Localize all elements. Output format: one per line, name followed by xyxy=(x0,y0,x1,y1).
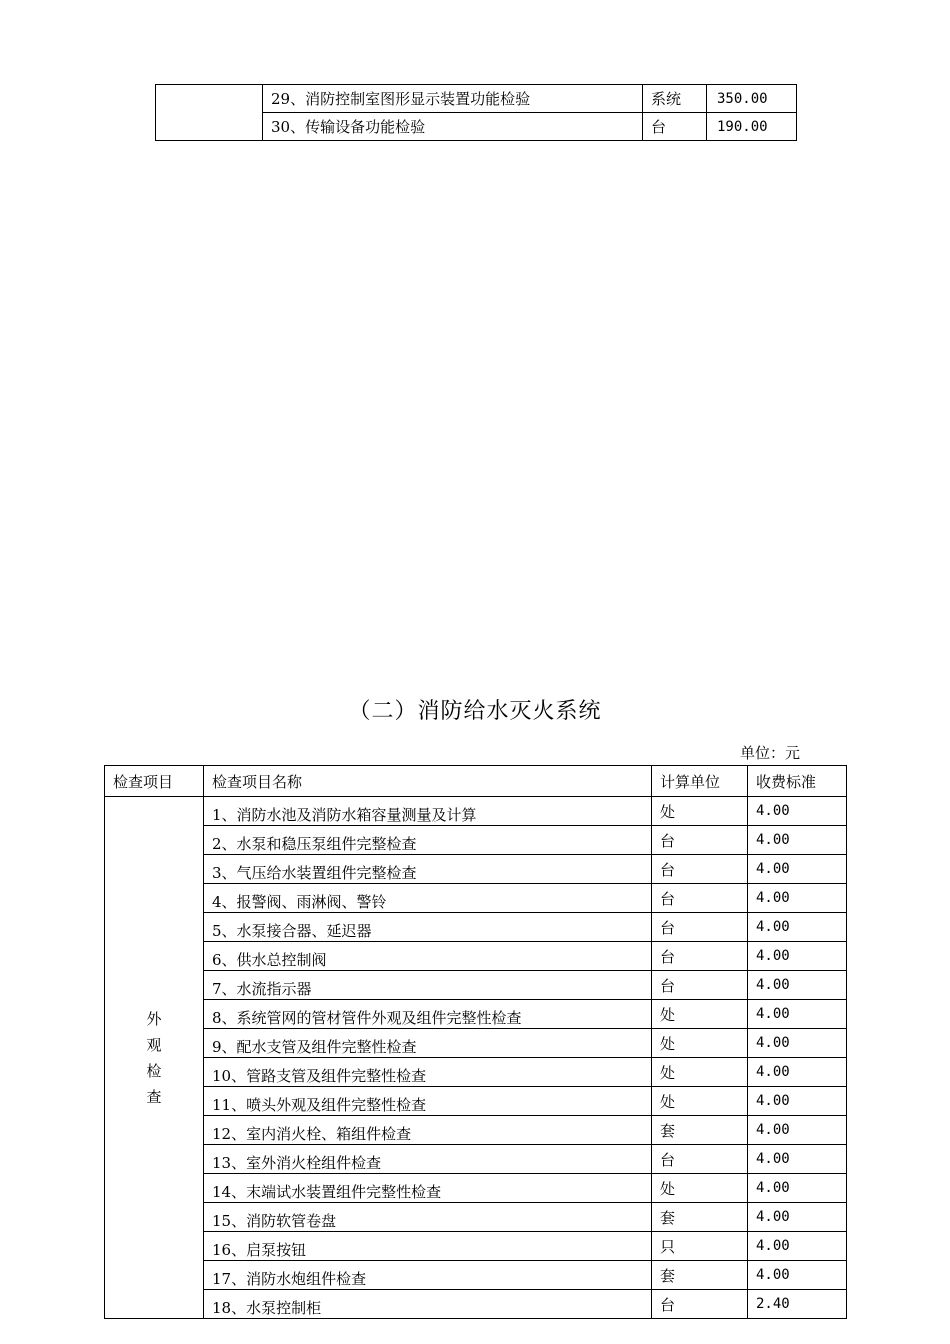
item-unit: 套 xyxy=(652,1203,748,1232)
item-price: 4.00 xyxy=(748,942,847,971)
item-price: 4.00 xyxy=(748,826,847,855)
category-label xyxy=(105,1006,203,1110)
item-name: 1、消防水池及消防水箱容量测量及计算 xyxy=(204,797,652,826)
continued-fee-table xyxy=(155,84,797,141)
table-row xyxy=(105,1290,847,1319)
item-price: 2.40 xyxy=(748,1290,847,1319)
table-row xyxy=(105,1145,847,1174)
table-header-row xyxy=(105,766,847,797)
item-name: 16、启泵按钮 xyxy=(204,1232,652,1261)
unit-note: 单位：元 xyxy=(739,744,800,762)
item-price: 4.00 xyxy=(748,1145,847,1174)
item-price: 4.00 xyxy=(748,1000,847,1029)
item-price: 4.00 xyxy=(748,913,847,942)
category-char: 外 xyxy=(146,1009,162,1028)
header-unit: 计算单位 xyxy=(652,766,748,797)
item-name: 2、水泵和稳压泵组件完整检查 xyxy=(204,826,652,855)
item-unit: 台 xyxy=(652,884,748,913)
item-unit: 台 xyxy=(652,1290,748,1319)
item-unit: 台 xyxy=(652,913,748,942)
item-name: 4、报警阀、雨淋阀、警铃 xyxy=(204,884,652,913)
item-price: 4.00 xyxy=(748,1029,847,1058)
item-price: 4.00 xyxy=(748,971,847,1000)
item-price: 4.00 xyxy=(748,1232,847,1261)
item-unit: 台 xyxy=(652,855,748,884)
item-price: 4.00 xyxy=(748,855,847,884)
item-name: 3、气压给水装置组件完整检查 xyxy=(204,855,652,884)
table-row xyxy=(105,826,847,855)
header-category: 检查项目 xyxy=(105,766,204,797)
item-name: 8、系统管网的管材管件外观及组件完整性检查 xyxy=(204,1000,652,1029)
item-name: 13、室外消火栓组件检查 xyxy=(204,1145,652,1174)
section-title: （二）消防给水灭火系统 xyxy=(348,699,602,724)
item-unit: 只 xyxy=(652,1232,748,1261)
item-unit: 系统 xyxy=(643,85,707,113)
item-price: 4.00 xyxy=(748,1087,847,1116)
table-row xyxy=(105,1000,847,1029)
header-price: 收费标准 xyxy=(748,766,847,797)
item-price: 4.00 xyxy=(748,1116,847,1145)
item-name: 12、室内消火栓、箱组件检查 xyxy=(204,1116,652,1145)
item-price: 4.00 xyxy=(748,1174,847,1203)
item-unit: 处 xyxy=(652,1000,748,1029)
item-unit: 台 xyxy=(643,113,707,141)
item-price: 4.00 xyxy=(748,1261,847,1290)
item-name: 7、水流指示器 xyxy=(204,971,652,1000)
item-name: 18、水泵控制柜 xyxy=(204,1290,652,1319)
table-row xyxy=(105,1058,847,1087)
table-row xyxy=(105,942,847,971)
item-unit: 处 xyxy=(652,1058,748,1087)
item-price: 4.00 xyxy=(748,797,847,826)
item-name: 14、末端试水装置组件完整性检查 xyxy=(204,1174,652,1203)
table-row xyxy=(105,1174,847,1203)
table-row xyxy=(105,1232,847,1261)
category-char: 检 xyxy=(146,1061,162,1080)
item-price: 4.00 xyxy=(748,884,847,913)
fire-water-system-fee-table xyxy=(104,765,847,1319)
item-unit: 处 xyxy=(652,1087,748,1116)
category-cell-empty xyxy=(156,85,263,141)
table-row xyxy=(105,1029,847,1058)
item-unit: 台 xyxy=(652,1145,748,1174)
item-name: 6、供水总控制阀 xyxy=(204,942,652,971)
item-unit: 台 xyxy=(652,826,748,855)
table-row xyxy=(156,85,797,113)
item-name: 5、水泵接合器、延迟器 xyxy=(204,913,652,942)
category-char: 查 xyxy=(146,1087,162,1106)
item-name: 10、管路支管及组件完整性检查 xyxy=(204,1058,652,1087)
item-name: 11、喷头外观及组件完整性检查 xyxy=(204,1087,652,1116)
item-price: 350.00 xyxy=(707,85,797,113)
item-name: 29、消防控制室图形显示装置功能检验 xyxy=(263,85,643,113)
category-cell xyxy=(105,797,204,1319)
item-unit: 套 xyxy=(652,1261,748,1290)
item-price: 4.00 xyxy=(748,1058,847,1087)
table-row xyxy=(105,855,847,884)
item-name: 15、消防软管卷盘 xyxy=(204,1203,652,1232)
table-row xyxy=(105,797,847,826)
category-char: 观 xyxy=(146,1035,162,1054)
item-unit: 台 xyxy=(652,971,748,1000)
item-unit: 台 xyxy=(652,942,748,971)
item-name: 30、传输设备功能检验 xyxy=(263,113,643,141)
table-row xyxy=(105,1116,847,1145)
item-price: 4.00 xyxy=(748,1203,847,1232)
item-unit: 处 xyxy=(652,1029,748,1058)
item-name: 9、配水支管及组件完整性检查 xyxy=(204,1029,652,1058)
table-row xyxy=(105,1203,847,1232)
item-name: 17、消防水炮组件检查 xyxy=(204,1261,652,1290)
table-row xyxy=(105,971,847,1000)
item-unit: 处 xyxy=(652,1174,748,1203)
table-row xyxy=(105,1261,847,1290)
item-price: 190.00 xyxy=(707,113,797,141)
item-unit: 套 xyxy=(652,1116,748,1145)
table-row xyxy=(105,1087,847,1116)
item-unit: 处 xyxy=(652,797,748,826)
table-row xyxy=(105,884,847,913)
table-row xyxy=(105,913,847,942)
header-name: 检查项目名称 xyxy=(204,766,652,797)
